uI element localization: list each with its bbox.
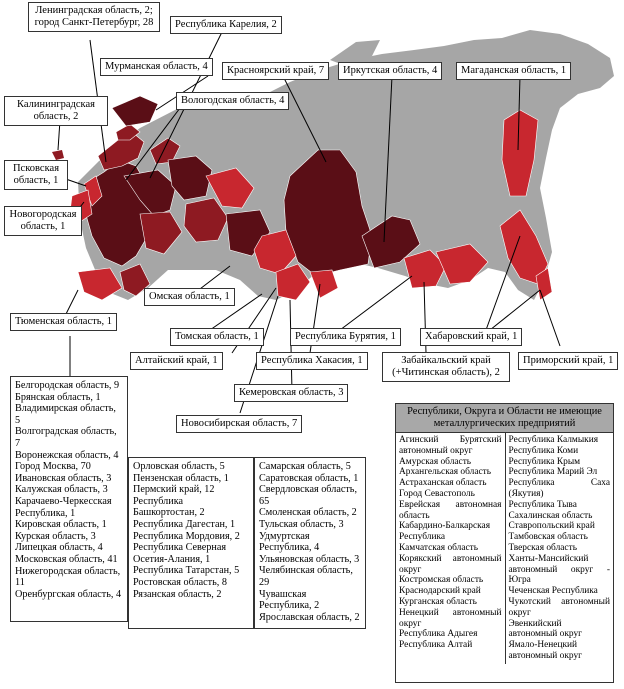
legend-item: Камчатская область: [399, 542, 479, 553]
legend-title: Республики, Округа и Области не имеющие металлургических предприятий: [396, 404, 613, 433]
regions-list-col3: [254, 457, 366, 629]
legend-item: Республика Алтай: [399, 640, 473, 651]
legend-item: Ненецкий автономный округ: [399, 607, 502, 629]
legend-item: Агинский Бурятский автономный округ: [399, 435, 502, 456]
list-item: Белгородская область, 9: [15, 380, 120, 391]
list-item: Кировская область, 1: [15, 519, 107, 531]
list-item: Пензенская область, 1: [133, 472, 229, 484]
regions-list-col2: [128, 457, 254, 629]
list-item: Удмуртская Республика, 4: [259, 530, 320, 554]
callout-vologda: Вологодская область, 4: [176, 92, 289, 110]
callout-tyumen: Тюменская область, 1: [10, 313, 117, 331]
legend-item: Город Севастополь: [399, 488, 475, 499]
list-item: Липецкая область, 4: [15, 542, 103, 554]
legend-item: Еврейская автономная область: [399, 499, 502, 521]
legend-item: Астраханская область: [399, 478, 487, 489]
list-item: Владимирская область, 5: [15, 403, 116, 426]
legend-item: Амурская область: [399, 456, 472, 467]
callout-buryatia: Республика Бурятия, 1: [290, 328, 401, 346]
list-item: Чувашская Республика, 2: [259, 588, 320, 612]
callout-krasnoyarsk: Красноярский край, 7: [222, 62, 329, 80]
list-item: Саратовская область, 1: [259, 472, 359, 484]
callout-tomsk: Томская область, 1: [170, 328, 264, 346]
legend-item: Сахалинская область: [508, 510, 593, 521]
callout-zabaikalsky: Забайкальский край (+Читинская область), 2: [382, 352, 510, 382]
list-item: Челябинская область, 29: [259, 565, 353, 588]
legend-item: Курганская область: [399, 596, 477, 607]
list-item: Карачаево-Черкесская Республика, 1: [15, 495, 112, 519]
callout-pskov: Псковская область, 1: [4, 160, 68, 190]
regions-list-col1: [10, 376, 128, 622]
legend-item: Ямало-Ненецкий автономный округ: [508, 640, 582, 661]
list-item: Ульяновская область, 3: [259, 553, 360, 565]
legend-item: Республика Калмыкия: [508, 435, 599, 445]
list-item: Самарская область, 5: [259, 461, 351, 472]
callout-kaliningrad: Калининградская область, 2: [4, 96, 108, 126]
legend-item: Краснодарский край: [399, 586, 481, 597]
callout-primorsky: Приморский край, 1: [518, 352, 618, 370]
callout-novosibirsk: Новосибирская область, 7: [176, 415, 302, 433]
legend-item: Чукотский автономный округ: [508, 596, 610, 618]
callout-khakassia: Республика Хакасия, 1: [256, 352, 368, 370]
list-item: Оренбургская область, 4: [15, 588, 122, 600]
list-item: Рязанская область, 2: [133, 588, 222, 600]
list-item: Орловская область, 5: [133, 461, 225, 472]
list-item: Республика Дагестан, 1: [133, 518, 236, 530]
legend-item: Ханты-Мансийский автономный округ - Югра: [508, 553, 610, 586]
legend-item: Республика Марий Эл: [508, 467, 598, 478]
list-item: Пермский край, 12: [133, 484, 215, 496]
list-item: Курская область, 3: [15, 530, 96, 542]
legend-item: Тамбовская область: [508, 532, 588, 543]
legend-left-column: [396, 433, 505, 664]
legend-item: Чеченская Республика: [508, 586, 598, 597]
legend-item: Республика Тыва: [508, 499, 577, 510]
list-item: Воронежская область, 4: [15, 449, 119, 461]
list-item: Тульская область, 3: [259, 518, 344, 530]
callout-khabarovsk: Хабаровский край, 1: [420, 328, 522, 346]
list-item: Республика Северная Осетия-Алания, 1: [133, 542, 227, 565]
legend-item: Тверская область: [508, 542, 577, 553]
legend-item: Республика Саха (Якутия): [508, 478, 610, 499]
map-kaliningrad: [52, 150, 64, 160]
callout-karelia: Республика Карелия, 2: [170, 16, 282, 34]
legend-item: Республика Коми: [508, 445, 579, 456]
legend-item: Кабардино-Балкарская Республика: [399, 521, 491, 543]
list-item: Республика Башкортостан, 2: [133, 495, 205, 519]
callout-magadan: Магаданская область, 1: [456, 62, 571, 80]
legend-right-column: [505, 433, 614, 664]
callout-kemerovo: Кемеровская область, 3: [234, 384, 348, 402]
list-item: Республика Татарстан, 5: [133, 565, 240, 577]
callout-irkutsk: Иркутская область, 4: [338, 62, 442, 80]
list-item: Волгоградская область, 7: [15, 426, 117, 449]
callout-murmansk: Мурманская область, 4: [100, 58, 213, 76]
list-item: Брянская область, 1: [15, 391, 101, 403]
legend-item: Республика Крым: [508, 456, 581, 467]
legend-item: Костромская область: [399, 575, 484, 586]
callout-omsk: Омская область, 1: [144, 288, 235, 306]
list-item: Республика Мордовия, 2: [133, 530, 240, 542]
legend-item: Архангельская область: [399, 467, 492, 478]
list-item: Город Москва, 70: [15, 461, 91, 473]
list-item: Ярославская область, 2: [259, 611, 360, 623]
list-item: Свердловская область, 65: [259, 484, 358, 507]
legend-no-metallurgy: [395, 403, 614, 683]
list-item: Ивановская область, 3: [15, 472, 112, 484]
legend-item: Корякский автономный округ: [399, 553, 502, 575]
list-item: Нижегородская область, 11: [15, 565, 121, 589]
legend-item: Республика Адыгея: [399, 629, 478, 640]
callout-novgorod: Новогородская область, 1: [4, 206, 82, 236]
list-item: Ростовская область, 8: [133, 576, 227, 588]
callout-altai-krai: Алтайский край, 1: [130, 352, 223, 370]
legend-item: Ставропольский край: [508, 521, 595, 532]
list-item: Московская область, 41: [15, 553, 118, 565]
list-item: Смоленская область, 2: [259, 507, 357, 519]
legend-item: Эвенкийский автономный округ: [508, 618, 582, 640]
callout-leningrad: Ленинградская область, 2; город Санкт-Петербург, 28: [28, 2, 160, 32]
list-item: Калужская область, 3: [15, 484, 108, 496]
